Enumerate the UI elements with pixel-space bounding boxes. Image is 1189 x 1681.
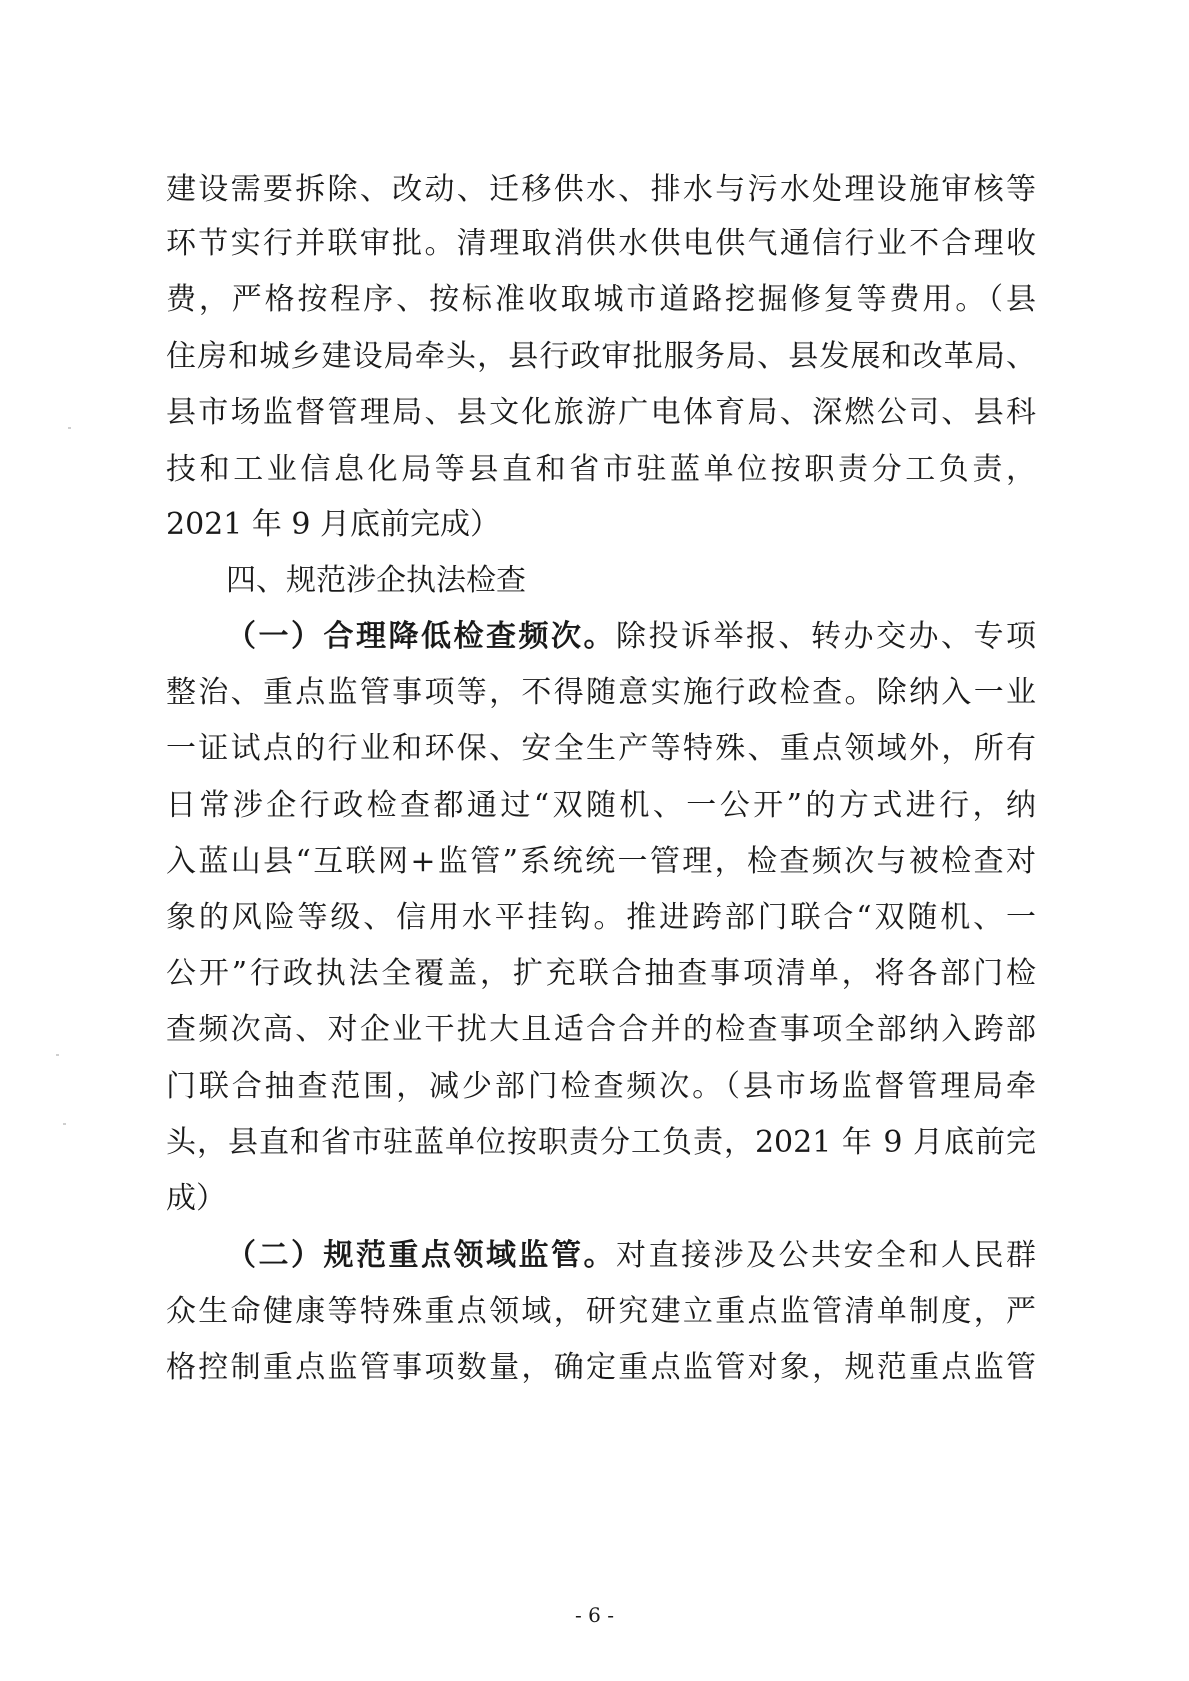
paragraph-text: 除投诉举报、转办交办、专项 xyxy=(616,619,1036,654)
page-number: - 6 - xyxy=(575,1603,614,1627)
body-line: 象的风险等级、信用水平挂钩。推进跨部门联合“双随机、一 xyxy=(166,900,1036,935)
body-line: 住房和城乡建设局牵头，县行政审批服务局、县发展和改革局、 xyxy=(166,339,1036,374)
body-line: 2021 年 9 月底前完成） xyxy=(166,507,501,542)
body-line: 整治、重点监管事项等，不得随意实施行政检查。除纳入一业 xyxy=(166,675,1036,710)
section-heading: 四、规范涉企执法检查 xyxy=(226,563,526,598)
body-line: 技和工业信息化局等县直和省市驻蓝单位按职责分工负责， xyxy=(166,452,1036,487)
scan-speck xyxy=(63,1123,66,1125)
scan-speck xyxy=(68,427,71,429)
body-line: 环节实行并联审批。清理取消供水供电供气通信行业不合理收 xyxy=(166,226,1036,261)
paragraph-first-line xyxy=(226,617,1036,657)
subsection-title: （一）合理降低检查频次。 xyxy=(226,619,616,654)
body-line: 费，严格按程序、按标准收取城市道路挖掘修复等费用。（县 xyxy=(166,282,1036,317)
scan-speck xyxy=(56,1054,59,1056)
body-line: 县市场监督管理局、县文化旅游广电体育局、深燃公司、县科 xyxy=(166,395,1036,430)
body-line: 成） xyxy=(166,1181,226,1216)
paragraph-text: 对直接涉及公共安全和人民群 xyxy=(616,1238,1036,1273)
body-line: 格控制重点监管事项数量，确定重点监管对象，规范重点监管 xyxy=(166,1350,1036,1385)
body-line: 入蓝山县“互联网+监管”系统统一管理，检查频次与被检查对 xyxy=(166,844,1036,879)
paragraph-first-line xyxy=(226,1236,1036,1276)
body-line: 公开”行政执法全覆盖，扩充联合抽查事项清单，将各部门检 xyxy=(166,956,1036,991)
body-line: 日常涉企行政检查都通过“双随机、一公开”的方式进行，纳 xyxy=(166,788,1036,823)
body-line: 众生命健康等特殊重点领域，研究建立重点监管清单制度，严 xyxy=(166,1294,1036,1329)
body-line: 头，县直和省市驻蓝单位按职责分工负责，2021 年 9 月底前完 xyxy=(166,1125,1036,1160)
body-line: 门联合抽查范围，减少部门检查频次。（县市场监督管理局牵 xyxy=(166,1069,1036,1104)
body-line: 一证试点的行业和环保、安全生产等特殊、重点领域外，所有 xyxy=(166,731,1036,766)
body-line: 建设需要拆除、改动、迁移供水、排水与污水处理设施审核等 xyxy=(166,172,1036,207)
subsection-title: （二）规范重点领域监管。 xyxy=(226,1238,616,1273)
body-line: 查频次高、对企业干扰大且适合合并的检查事项全部纳入跨部 xyxy=(166,1012,1036,1047)
